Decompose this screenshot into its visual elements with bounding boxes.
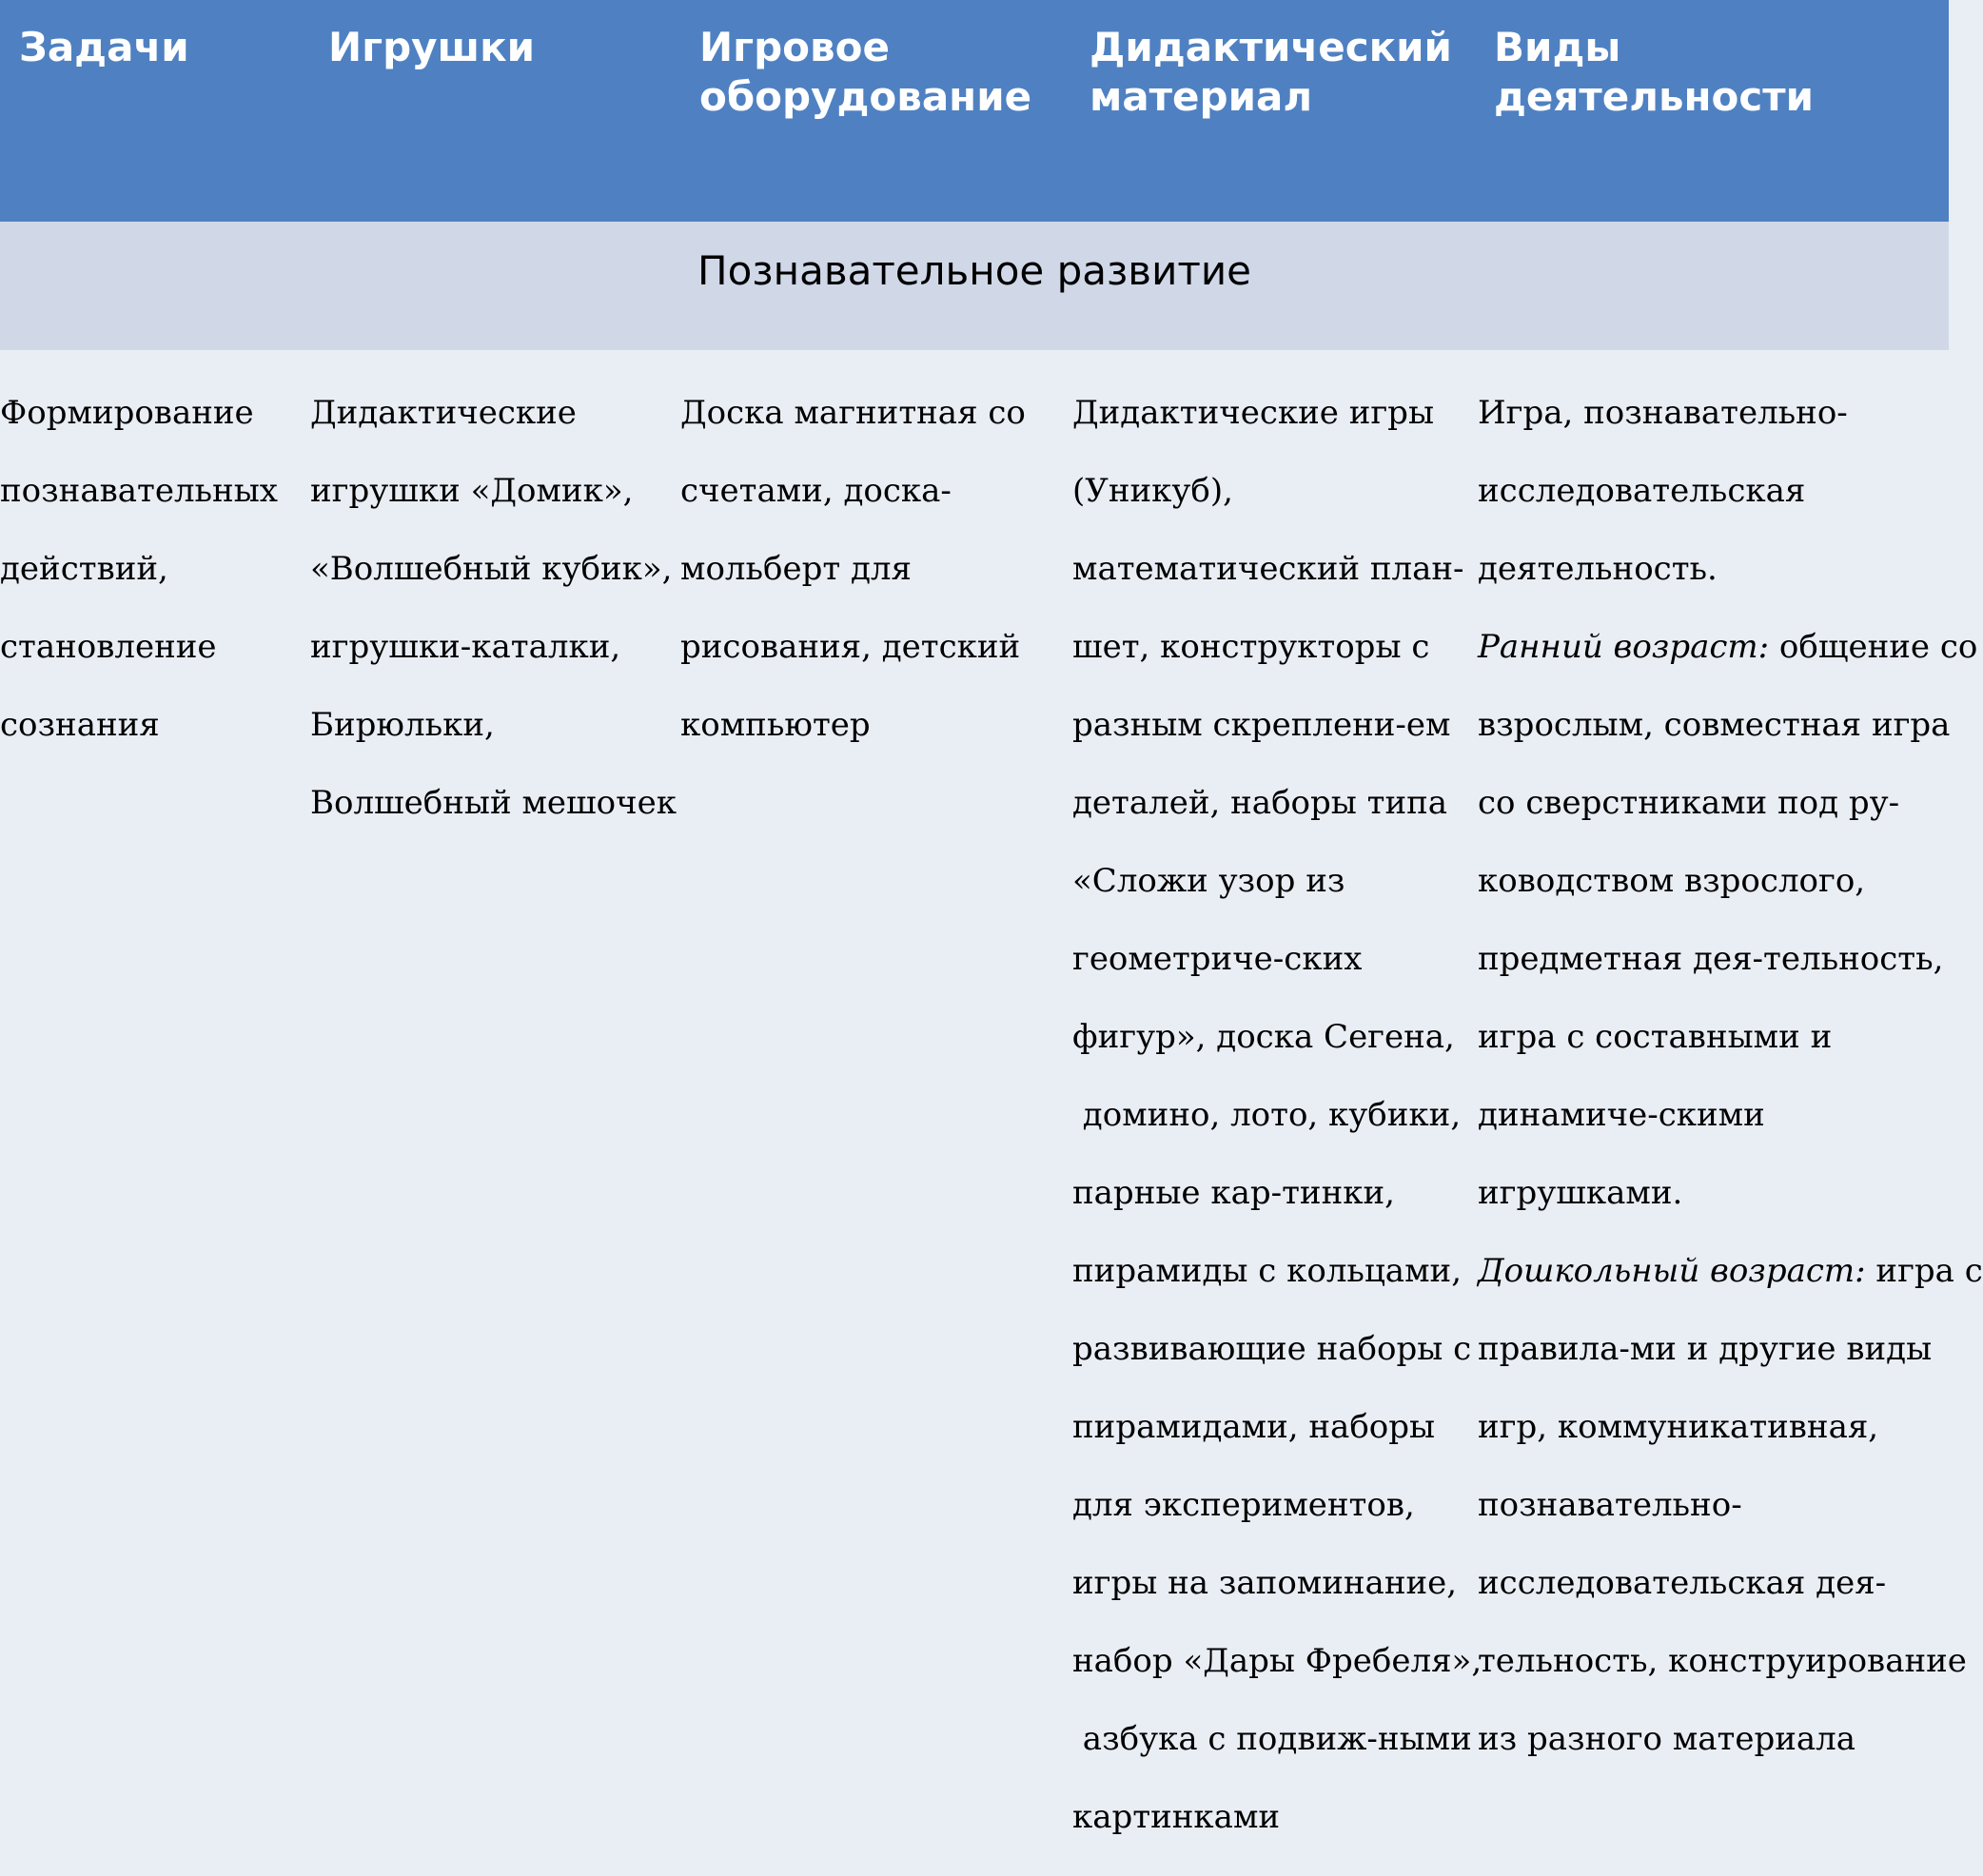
cell-line: Игра, познавательно- bbox=[1478, 394, 1848, 432]
cell-line: мольберт для bbox=[680, 550, 912, 588]
cell-line: игр, коммуникативная, bbox=[1478, 1408, 1879, 1446]
cell-line: ководством взрослого, bbox=[1478, 862, 1866, 900]
cell-line: игрушками. bbox=[1478, 1174, 1683, 1212]
cell-line: развивающие наборы с bbox=[1072, 1330, 1472, 1368]
cell-line: познавательных bbox=[0, 472, 278, 510]
cell-line: исследовательская bbox=[1478, 472, 1806, 510]
table-header-row bbox=[0, 0, 1949, 222]
cell-line: игрушки «Домик», bbox=[310, 472, 634, 510]
cell-tasks bbox=[0, 355, 278, 784]
cell-line: исследовательская дея- bbox=[1478, 1564, 1887, 1602]
cell-line: познавательно- bbox=[1478, 1486, 1742, 1524]
cell-line: домино, лото, кубики, bbox=[1072, 1096, 1462, 1134]
cell-line: математический план- bbox=[1072, 550, 1464, 588]
header-play-equipment: Игровое оборудование bbox=[699, 24, 1032, 120]
cell-equipment bbox=[680, 355, 1026, 784]
cell-toys bbox=[310, 355, 677, 862]
cell-line: игрушки-каталки, bbox=[310, 628, 621, 666]
cell-line: набор «Дары Фребеля», bbox=[1072, 1642, 1482, 1680]
cell-line: правила-ми и другие виды bbox=[1478, 1330, 1933, 1368]
cell-line: шет, конструкторы с bbox=[1072, 628, 1430, 666]
cell-line: становление bbox=[0, 628, 217, 666]
cell-line: со сверстниками под ру- bbox=[1478, 784, 1900, 822]
header-toys: Игрушки bbox=[328, 24, 536, 70]
cell-line: пирамидами, наборы bbox=[1072, 1408, 1436, 1446]
header-tasks: Задачи bbox=[19, 24, 189, 70]
cell-line: «Сложи узор из bbox=[1072, 862, 1345, 900]
cell-line: игры на запоминание, bbox=[1072, 1564, 1458, 1602]
cell-line: пирамиды с кольцами, bbox=[1072, 1252, 1462, 1290]
cell-line: «Волшебный кубик», bbox=[310, 550, 673, 588]
cell-line: фигур», доска Сегена, bbox=[1072, 1018, 1455, 1056]
cell-line: действий, bbox=[0, 550, 168, 588]
cell-line: Формирование bbox=[0, 394, 254, 432]
cell-line: взрослым, совместная игра bbox=[1478, 706, 1951, 744]
cell-line: (Уникуб), bbox=[1072, 472, 1233, 510]
cell-line: компьютер bbox=[680, 706, 871, 744]
cell-line: азбука с подвиж-ными bbox=[1072, 1720, 1472, 1758]
cell-line bbox=[1478, 628, 1983, 667]
cell-line: тельность, конструирование bbox=[1478, 1642, 1967, 1680]
cell-didactic-material bbox=[1072, 355, 1482, 1876]
cell-line: Дидактические игры bbox=[1072, 394, 1435, 432]
cell-line: Бирюльки, bbox=[310, 706, 495, 744]
early-age-label: Ранний возраст: bbox=[1478, 628, 1770, 666]
cell-line: картинками bbox=[1072, 1798, 1281, 1836]
header-activities: Виды деятельности bbox=[1494, 24, 1815, 120]
header-didactic-material: Дидактический материал bbox=[1090, 24, 1452, 120]
cell-line: Дидактические bbox=[310, 394, 577, 432]
cell-line: из разного материала bbox=[1478, 1720, 1856, 1758]
cell-line: сознания bbox=[0, 706, 160, 744]
preschool-age-text: игра с bbox=[1865, 1252, 1983, 1290]
cell-line: парные кар-тинки, bbox=[1072, 1174, 1395, 1212]
cell-line: разным скреплени-ем bbox=[1072, 706, 1451, 744]
cell-line: динамиче-скими bbox=[1478, 1096, 1765, 1134]
cell-line: Волшебный мешочек bbox=[310, 784, 677, 822]
cell-line bbox=[1478, 1252, 1983, 1291]
cell-activities bbox=[1478, 355, 1983, 1798]
early-age-text: общение со bbox=[1769, 628, 1978, 666]
cell-line: предметная дея-тельность, bbox=[1478, 940, 1944, 978]
preschool-age-label: Дошкольный возраст: bbox=[1478, 1252, 1866, 1290]
section-title: Познавательное развитие bbox=[697, 247, 1251, 294]
cell-line: деталей, наборы типа bbox=[1072, 784, 1448, 822]
cell-line: для экспериментов, bbox=[1072, 1486, 1415, 1524]
cell-line: рисования, детский bbox=[680, 628, 1021, 666]
cell-line: игра с составными и bbox=[1478, 1018, 1833, 1056]
cell-line: деятельность. bbox=[1478, 550, 1718, 588]
cell-line: счетами, доска- bbox=[680, 472, 952, 510]
cell-line: Доска магнитная со bbox=[680, 394, 1026, 432]
cell-line: геометриче-ских bbox=[1072, 940, 1363, 978]
